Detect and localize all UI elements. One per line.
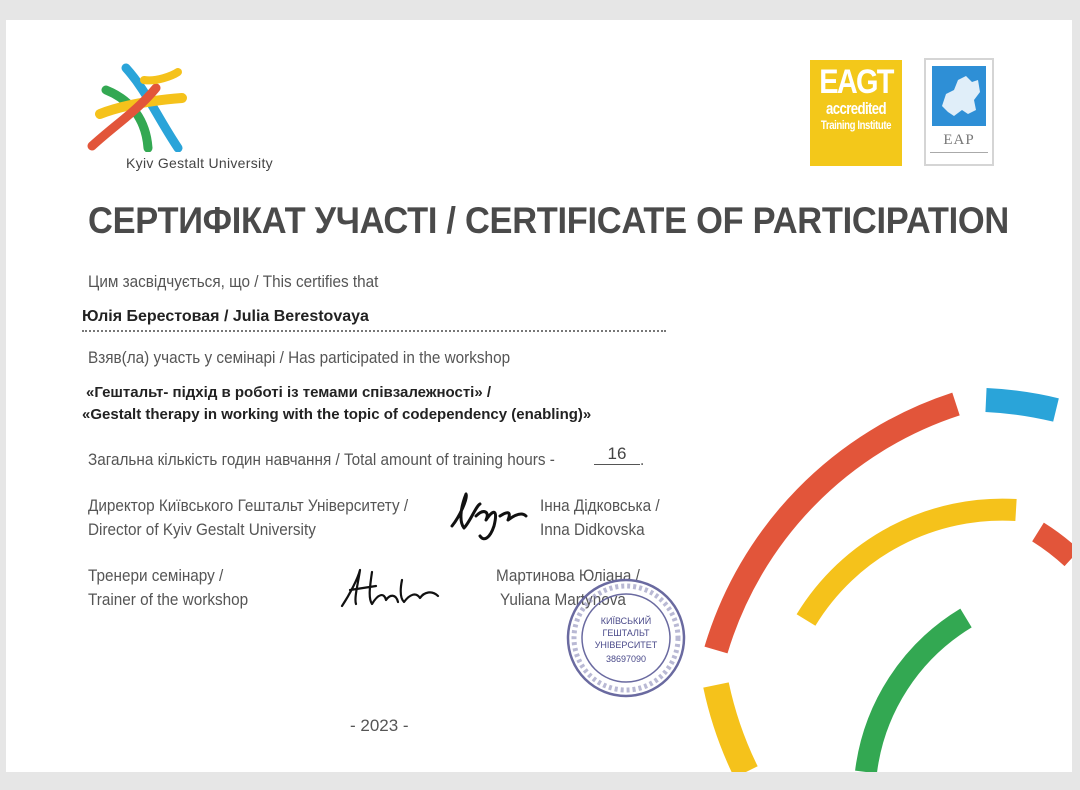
eagt-badge	[810, 60, 902, 166]
trainer-signature-icon	[336, 564, 446, 612]
eap-label: EAP	[943, 132, 975, 148]
certificate-year: - 2023 -	[350, 716, 409, 735]
europe-map-icon	[932, 66, 986, 126]
stamp-code: 38697090	[605, 654, 647, 664]
stamp-line1: КИЇВСЬКИЙ	[600, 616, 652, 626]
hours-label: Загальна кількість годин навчання / Total amount of training hours -	[88, 450, 555, 469]
stamp-line3: УНІВЕРСИТЕТ	[594, 640, 658, 650]
eagt-title: EAGT	[819, 63, 893, 101]
participated-line: Взяв(ла) участь у семінарі / Has participated in the workshop	[88, 348, 511, 367]
certificate-page	[6, 20, 1072, 772]
kyiv-gestalt-logo-icon	[86, 60, 196, 152]
hours-end: .	[640, 450, 645, 469]
trainer-name-en: Yuliana Martynova	[500, 590, 626, 609]
eap-underline	[930, 152, 988, 157]
workshop-title-en: «Gestalt therapy in working with the topic of codependency (enabling)»	[82, 406, 592, 423]
trainer-name-ua: Мартинова Юліана /	[496, 566, 640, 585]
director-label-ua: Директор Київського Гештальт Університету /	[88, 496, 409, 515]
university-stamp-icon	[562, 576, 690, 700]
eagt-accredited: accredited	[825, 99, 887, 118]
certifies-line: Цим засвідчується, що / This certifies that	[88, 272, 379, 291]
certificate-title: СЕРТИФІКАТ УЧАСТІ / CERTIFICATE OF PARTICIPATION	[88, 200, 1009, 241]
workshop-title-ua: «Гештальт- підхід в роботі із темами співзалежності» /	[86, 384, 492, 401]
hours-value: 16	[594, 444, 640, 465]
eap-badge	[924, 58, 994, 166]
decorative-arcs-icon	[686, 380, 1072, 772]
trainer-label-ua: Тренери семінару /	[88, 566, 224, 585]
director-label-en: Director of Kyiv Gestalt University	[88, 520, 316, 539]
director-name-en: Inna Didkovska	[540, 520, 645, 539]
director-signature-icon	[446, 486, 530, 544]
recipient-name: Юлія Берестовая / Julia Berestovaya	[82, 308, 369, 325]
director-name-ua: Інна Дідковська /	[540, 496, 660, 515]
trainer-label-en: Trainer of the workshop	[88, 590, 249, 609]
stamp-line2: ГЕШТАЛЬТ	[602, 628, 650, 638]
university-logo-text: Kyiv Gestalt University	[126, 155, 273, 171]
recipient-dotted-line	[82, 330, 666, 332]
eagt-training-institute: Training Institute	[820, 118, 892, 132]
